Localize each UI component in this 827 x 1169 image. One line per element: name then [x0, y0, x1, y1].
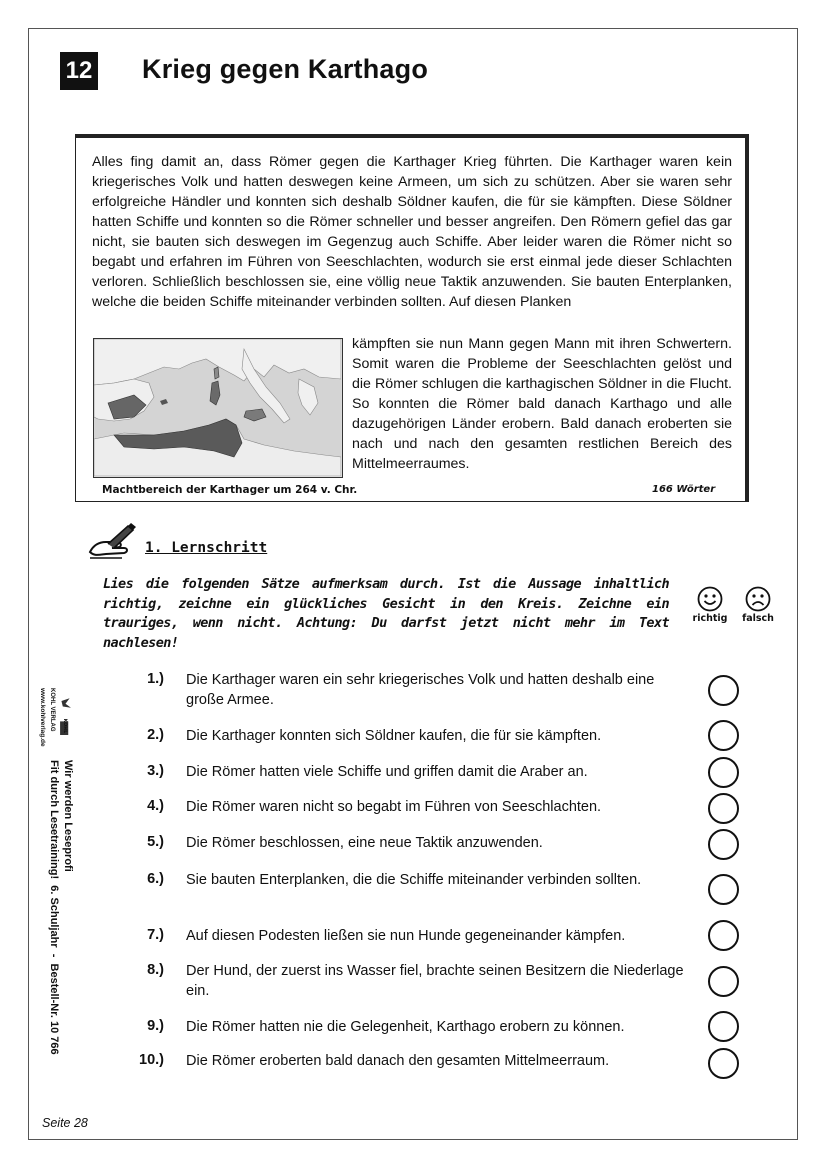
sidebar-book-info: Fit durch Lesetraining! 6. Schuljahr - Bestell-Nr. 10 766 — [48, 760, 60, 1055]
question-number: 10.) — [139, 1052, 164, 1068]
sad-face-icon — [745, 586, 771, 612]
question-text: Auf diesen Podesten ließen sie nun Hunde gegeneinander kämpfen. — [186, 928, 626, 944]
page-number: Seite 28 — [42, 1116, 88, 1130]
answer-circle[interactable] — [708, 920, 739, 951]
answer-circle[interactable] — [708, 793, 739, 824]
step-title: 1. Lernschritt — [145, 540, 268, 556]
chapter-number: 12 — [60, 52, 98, 90]
question-text: Die Römer hatten viele Schiffe und griffen damit die Araber an. — [186, 764, 588, 780]
legend-correct-label: richtig — [692, 613, 728, 624]
carthage-map — [93, 338, 343, 478]
answer-circle[interactable] — [708, 757, 739, 788]
answer-circle[interactable] — [708, 874, 739, 905]
question-number: 3.) — [147, 763, 164, 779]
answer-circle[interactable] — [708, 1048, 739, 1079]
happy-face-icon — [697, 586, 723, 612]
answer-circle[interactable] — [708, 829, 739, 860]
question-text: Die Karthager konnten sich Söldner kaufen, die für sie kämpften. — [186, 728, 602, 744]
question-text: Die Römer eroberten bald danach den gesamten Mittelmeerraum. — [186, 1053, 610, 1069]
question-number: 5.) — [147, 834, 164, 850]
publisher-logo — [56, 682, 90, 754]
question-number: 8.) — [147, 962, 164, 978]
legend-correct — [688, 586, 732, 624]
answer-circle[interactable] — [708, 1011, 739, 1042]
sidebar-series-title: Wir werden Leseprofi — [62, 760, 74, 872]
question-text: Die Römer beschlossen, eine neue Taktik anzuwenden. — [186, 835, 543, 851]
question-text: Die Karthager waren ein sehr kriegerisches Volk und hatten deshalb eine große Armee. — [186, 672, 655, 708]
reading-paragraph-wrap: kämpften sie nun Mann gegen Mann mit ihren Schwertern. Somit waren die Probleme der Seeschlachten gelöst und die Römer schlugen die karthagischen Söldner in die Flucht. So konnten die Römer bald danach Karthago und alle dazugehörigen Länder erobern. Bald danach eroberten sie nach und nach den gesamten restlichen Bereich des Mittelmeerraumes. — [352, 336, 732, 472]
question-number: 9.) — [147, 1018, 164, 1034]
legend-wrong — [736, 586, 780, 624]
task-instructions: Lies die folgenden Sätze aufmerksam durch. Ist die Aussage inhaltlich richtig, zeichne ein glückliches Gesicht in den Kreis. Zeichne ein trauriges, wenn nicht. Achtung: Du darfst jetzt nicht mehr im Text nachlesen! — [103, 576, 669, 651]
question-text: Die Römer waren nicht so begabt im Führen von Seeschlachten. — [186, 799, 602, 815]
question-number: 7.) — [147, 927, 164, 943]
question-number: 2.) — [147, 727, 164, 743]
legend-wrong-label: falsch — [742, 613, 774, 624]
publisher-name: KOHL VERLAG — [49, 688, 55, 732]
reading-paragraph-top: Alles fing damit an, dass Römer gegen die Karthager Krieg führten. Die Karthager waren kein kriegerisches Volk und hatten deswegen keine Armeen, um sich zu schützen. Aber sie waren sehr erfolgreiche Händler und konnten sich deshalb Söldner kaufen, die für sie kämpften. Diese Söldner hatten Schiffe und konnten so die Römer schneller und besser angreifen. Den Römern gefiel das gar nicht, sie bauten sich deswegen im Gegenzug auch Schiffe. Aber leider waren die Römer nicht so begabt und erfahren im Führen von Seeschlachten, wodurch sie erst einmal jede dieser Schlachten verloren. Schließlich beschlossen sie, eine völlig neue Taktik anzuwenden. Sie bauten Enterplanken, welche die beiden Schiffe miteinander verbinden sollten. Auf diesen Planken — [92, 154, 732, 310]
question-number: 6.) — [147, 871, 164, 887]
answer-circle[interactable] — [708, 966, 739, 997]
answer-circle[interactable] — [708, 720, 739, 751]
map-caption: Machtbereich der Karthager um 264 v. Chr. — [102, 484, 358, 496]
writing-hand-icon — [86, 522, 138, 562]
reading-paragraph — [92, 152, 732, 312]
page-title: Krieg gegen Karthago — [142, 54, 429, 84]
word-count: 166 Wörter — [652, 484, 716, 495]
question-number: 4.) — [147, 798, 164, 814]
question-text: Sie bauten Enterplanken, die die Schiffe miteinander verbinden sollten. — [186, 872, 642, 888]
question-text: Der Hund, der zuerst ins Wasser fiel, brachte seinen Besitzern die Niederlage ein. — [186, 963, 684, 999]
publisher-website: www.kohlverlag.de — [39, 688, 46, 747]
svg-text:KOHL: KOHL — [62, 718, 68, 734]
question-text: Die Römer hatten nie die Gelegenheit, Karthago erobern zu können. — [186, 1019, 625, 1035]
answer-circle[interactable] — [708, 675, 739, 706]
map-illustration — [94, 339, 341, 476]
question-number: 1.) — [147, 671, 164, 687]
